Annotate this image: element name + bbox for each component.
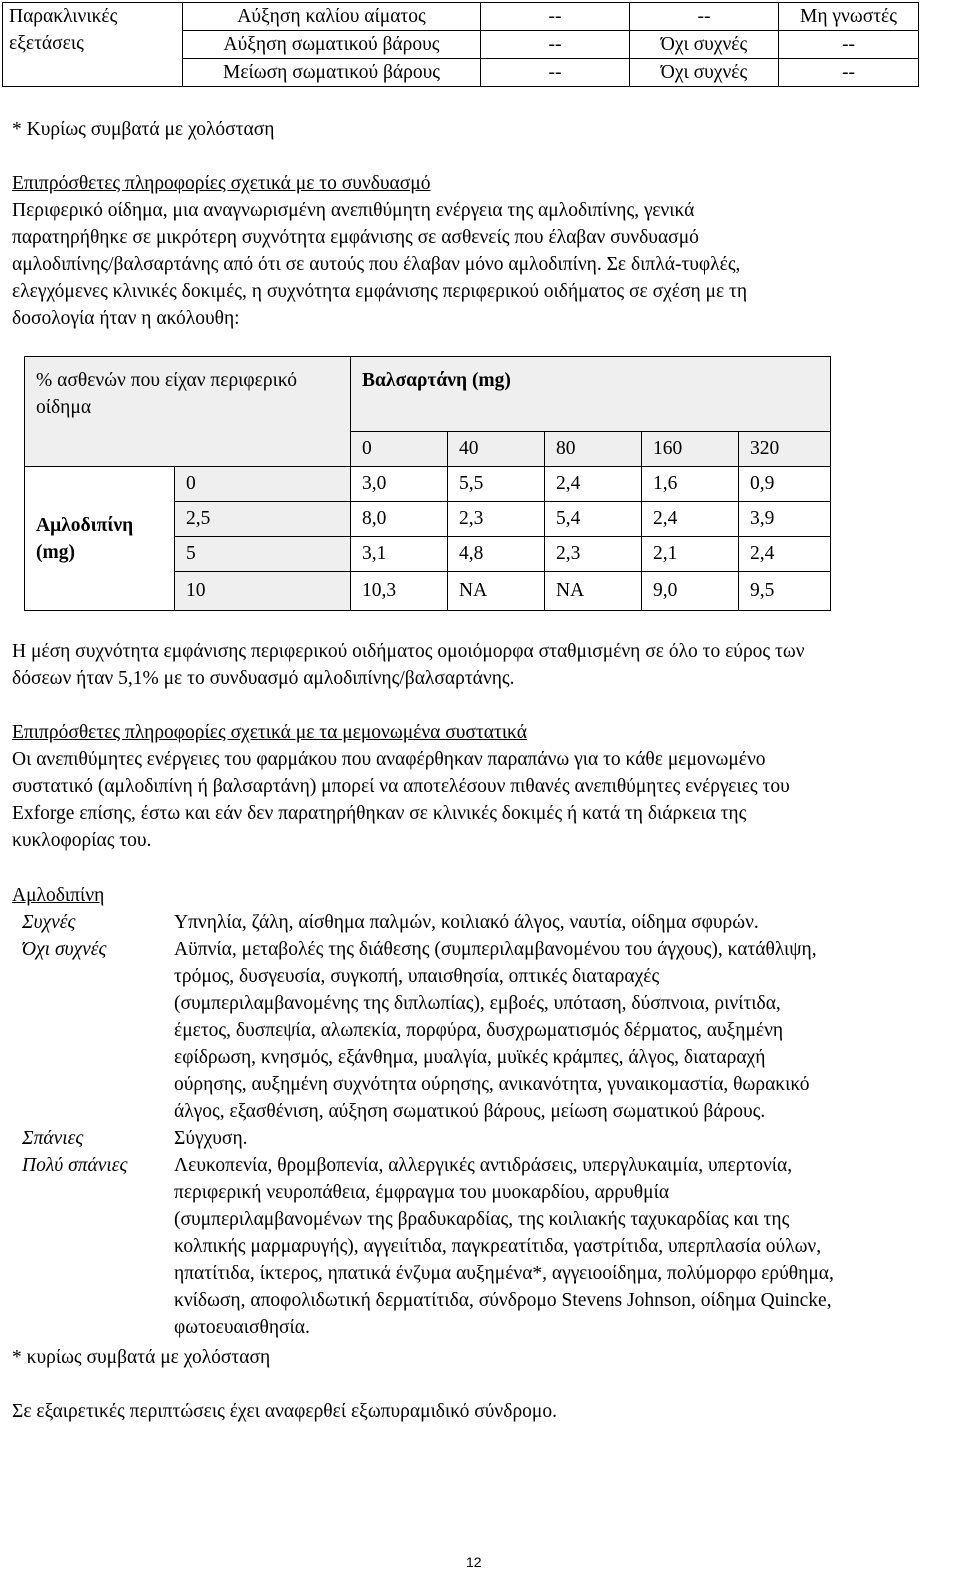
edema-value: 2,1 <box>653 543 678 564</box>
value-cell <box>448 537 545 572</box>
edema-value: 0,9 <box>750 473 775 494</box>
frequency-term: Σπάνιες <box>22 1128 84 1149</box>
value-cell <box>642 537 739 572</box>
edema-value: NA <box>459 580 488 601</box>
freq-cell <box>481 59 630 87</box>
adr-line: (συμπεριλαμβανομένων της βραδυκαρδίας, της κοιλιακής ταχυκαρδίας και της <box>174 1209 790 1230</box>
row-dose-cell <box>175 537 351 572</box>
adr-line: άλγος, εξασθένιση, αύξηση σωματικού βάρους, μείωση σωματικού βάρους. <box>174 1101 766 1122</box>
value-cell <box>351 467 448 502</box>
value-cell <box>545 537 642 572</box>
edema-value: 2,4 <box>750 543 775 564</box>
value-cell <box>642 467 739 502</box>
corner-label-cell <box>25 357 351 467</box>
value-cell <box>545 572 642 611</box>
edema-value: 1,6 <box>653 473 678 494</box>
edema-value: 10,3 <box>362 580 397 601</box>
section-label-cell <box>3 3 183 87</box>
adr-text <box>174 1125 960 1152</box>
freq-value: Μη γνωστές <box>800 6 897 27</box>
combination-line: παρατηρήθηκε σε μικρότερη συχνότητα εμφάνισης σε ασθενείς που έλαβαν συνδυασμό <box>12 227 699 248</box>
value-cell <box>448 502 545 537</box>
edema-value: 5,4 <box>556 508 581 529</box>
col-dose: 320 <box>750 438 780 459</box>
combination-line: δοσολογία ήταν η ακόλουθη: <box>12 308 240 329</box>
footnote-cholestasis: * Κυρίως συμβατά με χολόσταση <box>12 119 275 140</box>
col-dose-cell <box>739 432 831 467</box>
freq-cell <box>779 59 919 87</box>
freq-value: -- <box>697 6 711 27</box>
combination-section <box>12 170 956 332</box>
value-cell <box>545 467 642 502</box>
col-dose: 80 <box>556 438 576 459</box>
freq-value: -- <box>842 34 855 55</box>
row-dose: 2,5 <box>186 508 211 529</box>
adr-line: (συμπεριλαμβανομένης της διπλωπίας), εμβοές, υπόταση, δύσπνοια, ρινίτιδα, <box>174 993 781 1014</box>
adr-line: Λευκοπενία, θρομβοπενία, αλλεργικές αντιδράσεις, υπεργλυκαιμία, υπερτονία, <box>174 1155 793 1176</box>
combination-heading: Επιπρόσθετες πληροφορίες σχετικά με το συνδυασμό <box>12 173 431 194</box>
adr-line: φωτοευαισθησία. <box>174 1317 310 1338</box>
valsartan-header: Βαλσαρτάνη (mg) <box>362 370 511 391</box>
edema-value: 2,3 <box>556 543 581 564</box>
col-dose: 40 <box>459 438 479 459</box>
mean-line: Η μέση συχνότητα εμφάνισης περιφερικού οιδήματος ομοιόμορφα σταθμισμένη σε όλο το εύρος των <box>12 641 805 662</box>
edema-value: 3,1 <box>362 543 387 564</box>
footnote-cholestasis-2: * κυρίως συμβατά με χολόσταση <box>12 1347 271 1368</box>
value-cell <box>642 502 739 537</box>
adr-line: περιφερική νευροπάθεια, έμφραγμα του μυοκαρδίου, αρρυθμία <box>174 1182 670 1203</box>
edema-value: 2,3 <box>459 508 484 529</box>
value-cell <box>448 467 545 502</box>
edema-value: 4,8 <box>459 543 484 564</box>
col-dose-cell <box>351 432 448 467</box>
col-dose: 160 <box>653 438 683 459</box>
individual-line: κυκλοφορίας του. <box>12 830 152 851</box>
value-cell <box>448 572 545 611</box>
freq-cell <box>481 31 630 59</box>
section-label: Παρακλινικές εξετάσεις <box>9 6 118 54</box>
frequency-term: Όχι συχνές <box>22 939 107 960</box>
freq-cell <box>630 59 779 87</box>
col-dose-cell <box>448 432 545 467</box>
value-cell <box>739 572 831 611</box>
frequency-term: Συχνές <box>22 912 76 933</box>
valsartan-header-cell <box>351 357 831 432</box>
adr-line: εφίδρωση, κνησμός, εξάνθημα, μυαλγία, μυϊκές κράμπες, άλγος, διαταραχή <box>174 1047 766 1068</box>
test-name: Μείωση σωματικού βάρους <box>223 62 440 83</box>
freq-cell <box>779 31 919 59</box>
individual-section <box>12 719 956 854</box>
col-dose: 0 <box>362 438 372 459</box>
adr-line: Σύγχυση. <box>174 1128 248 1149</box>
value-cell <box>642 572 739 611</box>
edema-value: NA <box>556 580 585 601</box>
adr-line: κνίδωση, αποφολιδωτική δερματίτιδα, σύνδρομο Stevens Johnson, οίδημα Quincke, <box>174 1290 832 1311</box>
test-name-cell <box>183 3 481 31</box>
amlodipine-heading: Αμλοδιπίνη <box>12 885 105 906</box>
value-cell <box>351 537 448 572</box>
freq-value: -- <box>842 62 855 83</box>
page-number: 12 <box>466 1554 482 1570</box>
freq-cell <box>630 3 779 31</box>
adr-line: ηπατίτιδα, ίκτερος, ηπατικά ένζυμα αυξημένα*, αγγειοοίδημα, πολύμορφο ερύθημα, <box>174 1263 834 1284</box>
individual-line: Οι ανεπιθύμητες ενέργειες του φαρμάκου που αναφέρθηκαν παραπάνω για το κάθε μεμονωμένο <box>12 749 766 770</box>
mean-line: δόσεων ήταν 5,1% με το συνδυασμό αμλοδιπίνης/βαλσαρτάνης. <box>12 668 515 689</box>
row-dose-cell <box>175 572 351 611</box>
amlodipine-header-cell <box>25 467 175 611</box>
value-cell <box>739 537 831 572</box>
value-cell <box>351 502 448 537</box>
col-dose-cell <box>642 432 739 467</box>
freq-value: Όχι συχνές <box>660 34 748 55</box>
adr-line: κολπικής μαρμαρυγής), αγγειίτιδα, παγκρεατίτιδα, γαστρίτιδα, υπερπλασία ούλων, <box>174 1236 822 1257</box>
adr-line: έμετος, δυσπεψία, αλωπεκία, πορφύρα, δυσχρωματισμός δέρματος, αυξημένη <box>174 1020 784 1041</box>
adr-text <box>174 909 960 936</box>
test-name: Αύξηση καλίου αίματος <box>237 6 426 27</box>
edema-value: 9,5 <box>750 580 775 601</box>
freq-value: Όχι συχνές <box>660 62 748 83</box>
value-cell <box>545 502 642 537</box>
row-dose-cell <box>175 502 351 537</box>
amlodipine-header: Αμλοδιπίνη (mg) <box>36 514 134 563</box>
individual-heading: Επιπρόσθετες πληροφορίες σχετικά με τα μεμονωμένα συστατικά <box>12 722 527 743</box>
row-dose: 10 <box>186 580 206 601</box>
freq-cell <box>630 31 779 59</box>
corner-label: % ασθενών που είχαν περιφερικό οίδημα <box>36 370 297 418</box>
edema-value: 2,4 <box>653 508 678 529</box>
adr-line: τρόμος, δυσγευσία, συγκοπή, υπαισθησία, οπτικές διαταραχές <box>174 966 660 987</box>
row-dose: 5 <box>186 543 196 564</box>
value-cell <box>739 502 831 537</box>
individual-line: Exforge επίσης, έστω και εάν δεν παρατηρήθηκαν σε κλινικές δοκιμές ή κατά τη διάρκεια της <box>12 803 747 824</box>
value-cell <box>351 572 448 611</box>
edema-value: 2,4 <box>556 473 581 494</box>
mean-incidence-text <box>12 638 956 692</box>
adr-line: Αϋπνία, μεταβολές της διάθεσης (συμπεριλαμβανομένου του άγχους), κατάθλιψη, <box>174 939 817 960</box>
edema-value: 3,0 <box>362 473 387 494</box>
individual-line: συστατικό (αμλοδιπίνη ή βαλσαρτάνη) μπορεί να αποτελέσουν πιθανές ανεπιθύμητες ενέργειες του <box>12 776 790 797</box>
row-dose-cell <box>175 467 351 502</box>
freq-cell <box>779 3 919 31</box>
combination-line: ελεγχόμενες κλινικές δοκιμές, η συχνότητα εμφάνισης περιφερικού οιδήματος σε σχέση με τη <box>12 281 748 302</box>
freq-value: -- <box>548 34 562 55</box>
freq-cell <box>481 3 630 31</box>
edema-value: 3,9 <box>750 508 775 529</box>
adr-line: ούρησης, αυξημένη συχνότητα ούρησης, ανικανότητα, γυναικομαστία, θωρακικό <box>174 1074 810 1095</box>
freq-value: -- <box>548 6 562 27</box>
edema-value: 8,0 <box>362 508 387 529</box>
test-name: Αύξηση σωματικού βάρους <box>223 34 440 55</box>
extrapyramidal-note: Σε εξαιρετικές περιπτώσεις έχει αναφερθεί εξωπυραμιδικό σύνδρομο. <box>12 1401 558 1422</box>
combination-line: αμλοδιπίνης/βαλσαρτάνης από ότι σε αυτούς που έλαβαν μόνο αμλοδιπίνη. Σε διπλά-τυφλές, <box>12 254 741 275</box>
frequency-term: Πολύ σπάνιες <box>22 1155 128 1176</box>
test-name-cell <box>183 31 481 59</box>
row-dose: 0 <box>186 473 196 494</box>
adr-line: Υπνηλία, ζάλη, αίσθημα παλμών, κοιλιακό άλγος, ναυτία, οίδημα σφυρών. <box>174 912 759 933</box>
combination-line: Περιφερικό οίδημα, μια αναγνωρισμένη ανεπιθύμητη ενέργεια της αμλοδιπίνης, γενικά <box>12 200 695 221</box>
test-name-cell <box>183 59 481 87</box>
value-cell <box>739 467 831 502</box>
edema-table <box>24 356 831 611</box>
col-dose-cell <box>545 432 642 467</box>
edema-value: 9,0 <box>653 580 678 601</box>
adr-text <box>174 1152 960 1341</box>
lab-tests-table <box>2 2 919 87</box>
edema-value: 5,5 <box>459 473 484 494</box>
freq-value: -- <box>548 62 562 83</box>
adr-text <box>174 936 960 1125</box>
